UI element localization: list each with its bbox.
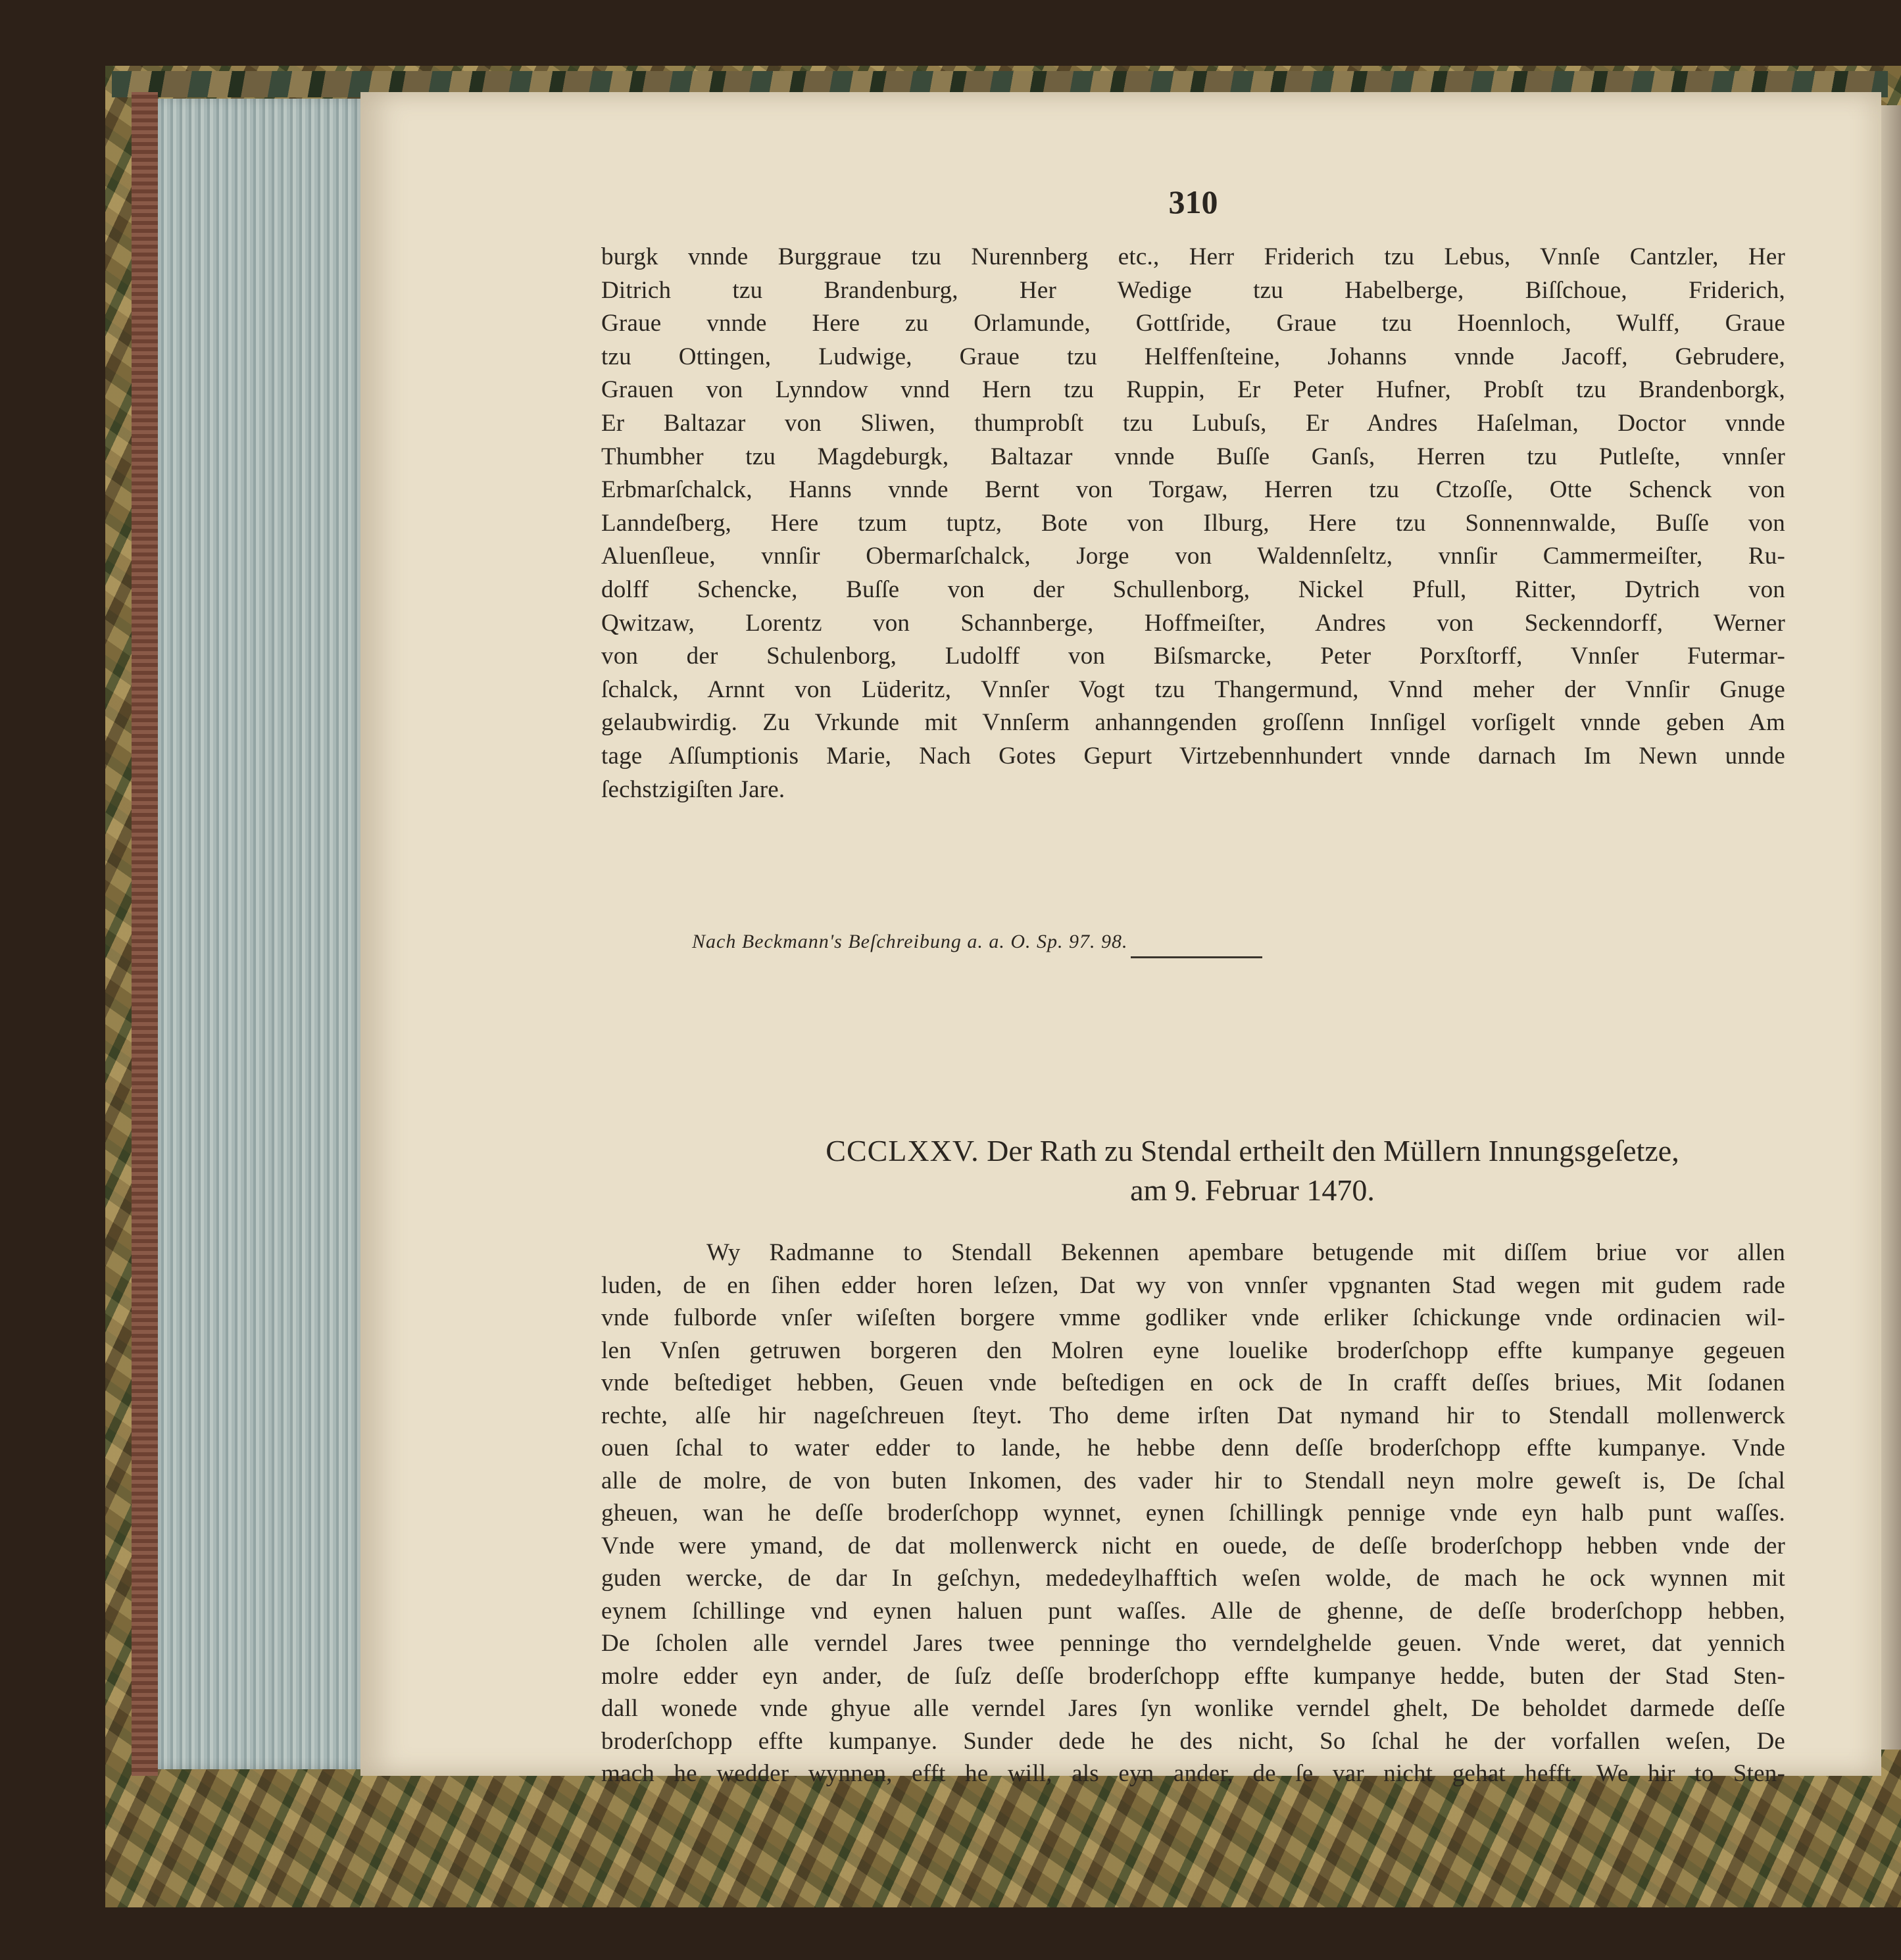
text-line: len Vnſen getruwen borgeren den Molren eyne louelike broderſchopp effte kumpanye gegeuen	[601, 1336, 1785, 1364]
paragraph-2	[601, 1237, 1785, 1790]
text-line: guden wercke, de dar In geſchyn, mededeylhafftich weſen wolde, de mach he ock wynnen mit	[601, 1565, 1785, 1592]
text-line: vnde beſtediget hebben, Geuen vnde beſtedigen en ock de In crafft deſſes briues, Mit ſodanen	[601, 1369, 1785, 1396]
section-divider	[1131, 956, 1262, 958]
text-line: ſchalck, Arnnt von Lüderitz, Vnnſer Vogt tzu Thangermund, Vnnd meher der Vnnſir Gnuge	[601, 675, 1785, 703]
book-spine	[132, 92, 158, 1776]
text-line: Ditrich tzu Brandenburg, Her Wedige tzu Habelberge, Biſſchoue, Friderich,	[601, 276, 1785, 304]
text-line: tage Aſſumptionis Marie, Nach Gotes Gepurt Virtzebennhundert vnnde darnach Im Newn unnde	[601, 742, 1785, 770]
text-line: ouen ſchal to water edder to lande, he hebbe denn deſſe broderſchopp effte kumpanye. Vnde	[601, 1434, 1785, 1461]
text-line: Grauen von Lynndow vnnd Hern tzu Ruppin, Er Peter Hufner, Probſt tzu Brandenborgk,	[601, 376, 1785, 404]
text-line: Aluenſleue, vnnſir Obermarſchalck, Jorge von Waldennſeltz, vnnſir Cammermeiſter, Ru-	[601, 543, 1785, 570]
text-line: eynem ſchillinge vnd eynen haluen punt waſſes. Alle de ghenne, de deſſe broderſchopp hebben,	[601, 1597, 1785, 1625]
text-line: vnde fulborde vnſer wiſeſten borgere vmme godliker vnde erliker ſchickunge vnde ordinacien wil-	[601, 1304, 1785, 1331]
text-line: rechte, alſe hir nageſchreuen ſteyt. Tho deme irſten Dat nymand hir to Stendall mollenwerck	[601, 1402, 1785, 1429]
text-line: Vnde were ymand, de dat mollenwerck nicht en ouede, de deſſe broderſchopp hebben vnde der	[601, 1532, 1785, 1559]
text-line: tzu Ottingen, Ludwige, Graue tzu Helffenſteine, Johanns vnnde Jacoff, Gebrudere,	[601, 343, 1785, 370]
book-page	[360, 92, 1881, 1787]
heading-title-line-1: Der Rath zu Stendal ertheilt den Müllern Innungsgeſetze,	[987, 1134, 1679, 1167]
paragraph-1	[601, 241, 1785, 806]
text-line: Qwitzaw, Lorentz von Schannberge, Hoffmeiſter, Andres von Seckenndorff, Werner	[601, 609, 1785, 637]
text-line: Wy Radmanne to Stendall Bekennen apembare betugende mit diſſem briue vor allen	[706, 1239, 1785, 1266]
text-line: alle de molre, de von buten Inkomen, des vader hir to Stendall neyn molre geweſt is, De ſchal	[601, 1467, 1785, 1494]
text-line: Erbmarſchalck, Hanns vnnde Bernt von Torgaw, Herren tzu Ctzoſſe, Otte Schenck von	[601, 476, 1785, 504]
source-note: Nach Beckmann's Beſchreibung a. a. O. Sp. 97. 98.	[692, 931, 1128, 952]
text-line: dall wonede vnde ghyue alle verndel Jares ſyn wonlike verndel ghelt, De beholdet darmede deſſe	[601, 1695, 1785, 1722]
page-edges	[158, 99, 368, 1769]
text-line: Er Baltazar von Sliwen, thumprobſt tzu Lubuſs, Er Andres Haſelman, Doctor vnnde	[601, 409, 1785, 437]
text-line: luden, de en ſihen edder horen leſzen, Dat wy von vnnſer vpgnanten Stad wegen mit gudem rade	[601, 1271, 1785, 1299]
text-line: ſechstzigiſten Jare.	[601, 775, 785, 803]
text-line: gelaubwirdig. Zu Vrkunde mit Vnnſerm anhanngenden groſſenn Innſigel vorſigelt vnnde geben Am	[601, 709, 1785, 737]
text-line: von der Schulenborg, Ludolff von Biſsmarcke, Peter Porxſtorff, Vnnſer Futermar-	[601, 643, 1785, 670]
heading-title-line-2: am 9. Februar 1470.	[1130, 1173, 1375, 1207]
page-number: 310	[1168, 184, 1218, 220]
text-line: De ſcholen alle verndel Jares twee penninge tho verndelghelde geuen. Vnde weret, dat yennich	[601, 1630, 1785, 1657]
document-number: CCCLXXV.	[826, 1134, 979, 1167]
text-line: Graue vnnde Here zu Orlamunde, Gottſride, Graue tzu Hoennloch, Wulff, Graue	[601, 310, 1785, 337]
text-line: Thumbher tzu Magdeburgk, Baltazar vnnde Buſſe Ganſs, Herren tzu Putleſte, vnnſer	[601, 443, 1785, 470]
text-line: broderſchopp effte kumpanye. Sunder dede he des nicht, So ſchal he der vorfallen weſen, De	[601, 1727, 1785, 1755]
text-line: Lanndeſberg, Here tzum tuptz, Bote von Ilburg, Here tzu Sonnennwalde, Buſſe von	[601, 509, 1785, 537]
text-line: gheuen, wan he deſſe broderſchopp wynnet, eynen ſchillingk pennige vnde eyn halb punt waſſes.	[601, 1500, 1785, 1527]
text-line: mach he wedder wynnen, efft he will, als eyn ander, de ſe var nicht gehat hefft. We hir to Sten-	[601, 1760, 1785, 1787]
text-line: dolff Schencke, Buſſe von der Schullenborg, Nickel Pfull, Ritter, Dytrich von	[601, 576, 1785, 603]
text-line: burgk vnnde Burggraue tzu Nurennberg etc., Herr Friderich tzu Lebus, Vnnſe Cantzler, Her	[601, 243, 1785, 270]
text-line: molre edder eyn ander, de ſuſz deſſe broderſchopp effte kumpanye hedde, buten der Stad Sten-	[601, 1662, 1785, 1690]
document-heading	[693, 1131, 1812, 1210]
